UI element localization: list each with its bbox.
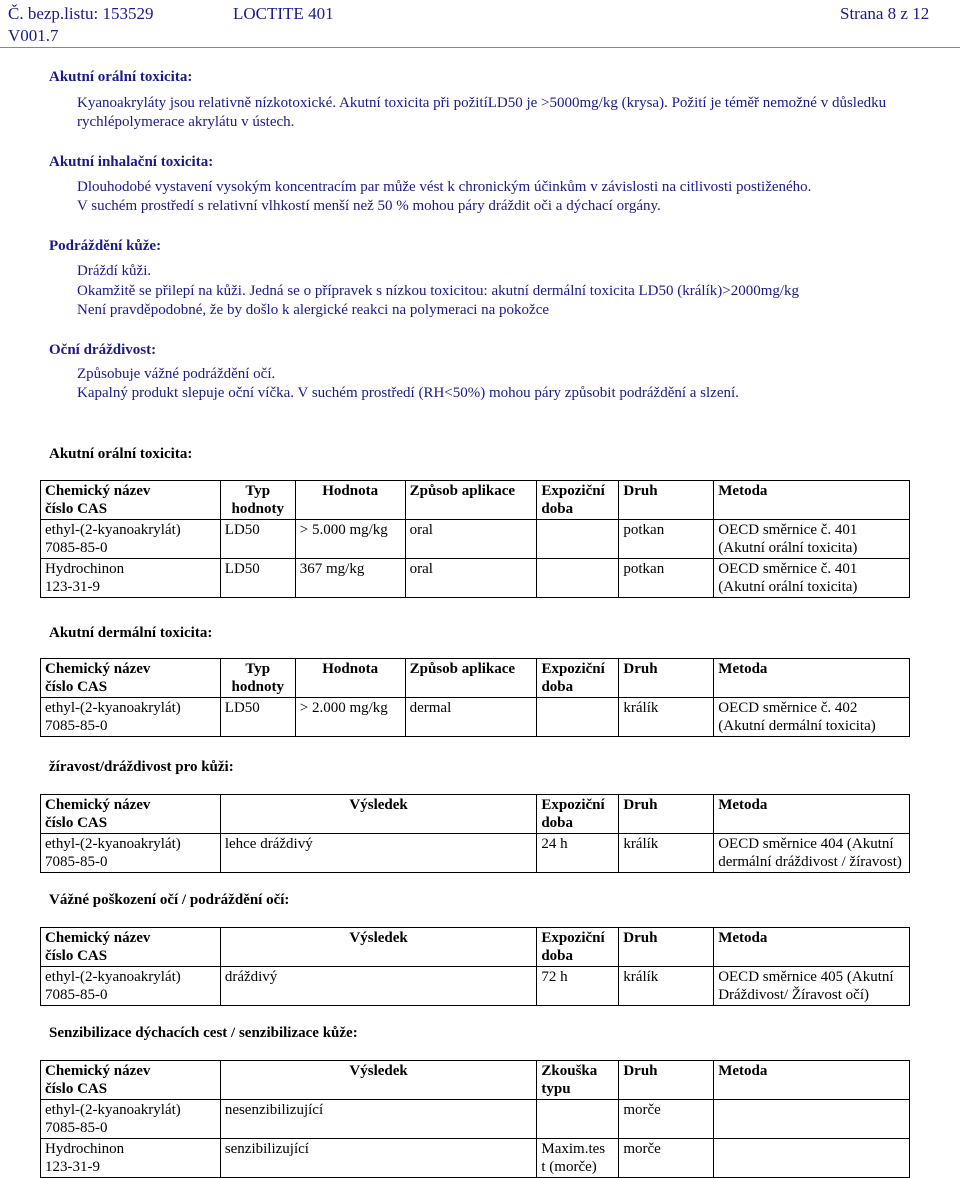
table-row: Hydrochinon 123-31-9 LD50 367 mg/kg oral potkan OECD směrnice č. 401 (Akutní orální toxicita) (41, 559, 910, 598)
eye-damage-table (40, 927, 910, 1006)
table-row: ethyl-(2-kyanoakrylát) 7085-85-0 LD50 > 5.000 mg/kg oral potkan OECD směrnice č. 401 (Akutní orální toxicita) (41, 520, 910, 559)
col-method: Metoda (714, 481, 910, 520)
page-number: Strana 8 z 12 (840, 4, 930, 23)
dermal-table-title: Akutní dermální toxicita: (49, 625, 213, 641)
inhal-tox-text-2: V suchém prostředí s relativní vlhkostí menší než 50 % mohou páry dráždit oči a dýchací orgány. (77, 198, 661, 214)
table-header-row: Chemický název číslo CAS Výsledek Expoziční doba Druh Metoda (41, 795, 910, 834)
skin-irritation-text-3: Není pravděpodobné, že by došlo k alergické reakci na polymeraci na pokožce (77, 302, 550, 318)
sensitization-table (40, 1060, 910, 1178)
table-header-row: Chemický název číslo CAS Výsledek Expoziční doba Druh Metoda (41, 928, 910, 967)
col-type: Typ hodnoty (220, 481, 295, 520)
skin-irritation-title: Podráždění kůže: (49, 238, 162, 254)
skin-irritation-text-1: Dráždí kůži. (77, 263, 152, 279)
table-header-row: Chemický název číslo CAS Výsledek Zkouška typu Druh Metoda (41, 1061, 910, 1100)
table-row: ethyl-(2-kyanoakrylát) 7085-85-0 dráždivý 72 h králík OECD směrnice 405 (Akutní Dráždivost/ Žíravost očí) (41, 967, 910, 1006)
table-header-row: Chemický název číslo CAS Typ hodnoty Hodnota Způsob aplikace Expoziční doba Druh Metoda (41, 659, 910, 698)
eye-irritation-text-1: Způsobuje vážné podráždění očí. (77, 366, 276, 382)
eye-irritation-text-2: Kapalný produkt slepuje oční víčka. V suchém prostředí (RH<50%) mohou páry způsobit podráždění a slzení. (77, 385, 739, 401)
table-header-row (41, 481, 910, 520)
oral-tox-table (40, 480, 910, 598)
eye-damage-table-title: Vážné poškození očí / podráždění očí: (49, 892, 290, 908)
table-row: Hydrochinon 123-31-9 senzibilizující Maxim.tes t (morče) morče (41, 1139, 910, 1178)
doc-version: V001.7 (8, 26, 59, 45)
sensitization-table-title: Senzibilizace dýchacích cest / senzibilizace kůže: (49, 1025, 358, 1041)
page-header (0, 0, 960, 48)
skin-corrosion-table (40, 794, 910, 873)
corrosion-table-title: žíravost/dráždivost pro kůži: (49, 759, 234, 775)
oral-tox-text: Kyanoakryláty jsou relativně nízkotoxické. Akutní toxicita při požitíLD50 je >5000mg/kg (krysa). Požití je téměř nemožné v důsledku rychlépolymerace akrylátu v ústech. (77, 95, 887, 130)
col-route: Způsob aplikace (405, 481, 537, 520)
product-name: LOCTITE 401 (233, 4, 334, 23)
oral-table-title: Akutní orální toxicita: (49, 446, 193, 462)
col-species: Druh (619, 481, 714, 520)
doc-number: Č. bezp.listu: 153529 (8, 4, 154, 23)
inhal-tox-text-1: Dlouhodobé vystavení vysokým koncentracím par může vést k chronickým účinkům v závislosti na citlivosti postiženého. (77, 179, 812, 195)
header-divider (0, 47, 960, 48)
table-row: ethyl-(2-kyanoakrylát) 7085-85-0 nesenzibilizující morče (41, 1100, 910, 1139)
oral-tox-title: Akutní orální toxicita: (49, 69, 193, 85)
col-chem-name: Chemický název číslo CAS (41, 481, 221, 520)
table-row: ethyl-(2-kyanoakrylát) 7085-85-0 lehce dráždivý 24 h králík OECD směrnice 404 (Akutní dermální dráždivost / žíravost) (41, 834, 910, 873)
table-row: ethyl-(2-kyanoakrylát) 7085-85-0 LD50 > 2.000 mg/kg dermal králík OECD směrnice č. 402 (Akutní dermální toxicita) (41, 698, 910, 737)
dermal-tox-table (40, 658, 910, 737)
col-exposure: Expoziční doba (537, 481, 619, 520)
eye-irritation-title: Oční dráždivost: (49, 342, 157, 358)
skin-irritation-text-2: Okamžitě se přilepí na kůži. Jedná se o přípravek s nízkou toxicitou: akutní dermální toxicita LD50 (králík)>2000mg/kg (77, 283, 800, 299)
col-value: Hodnota (295, 481, 405, 520)
inhal-tox-title: Akutní inhalační toxicita: (49, 154, 214, 170)
